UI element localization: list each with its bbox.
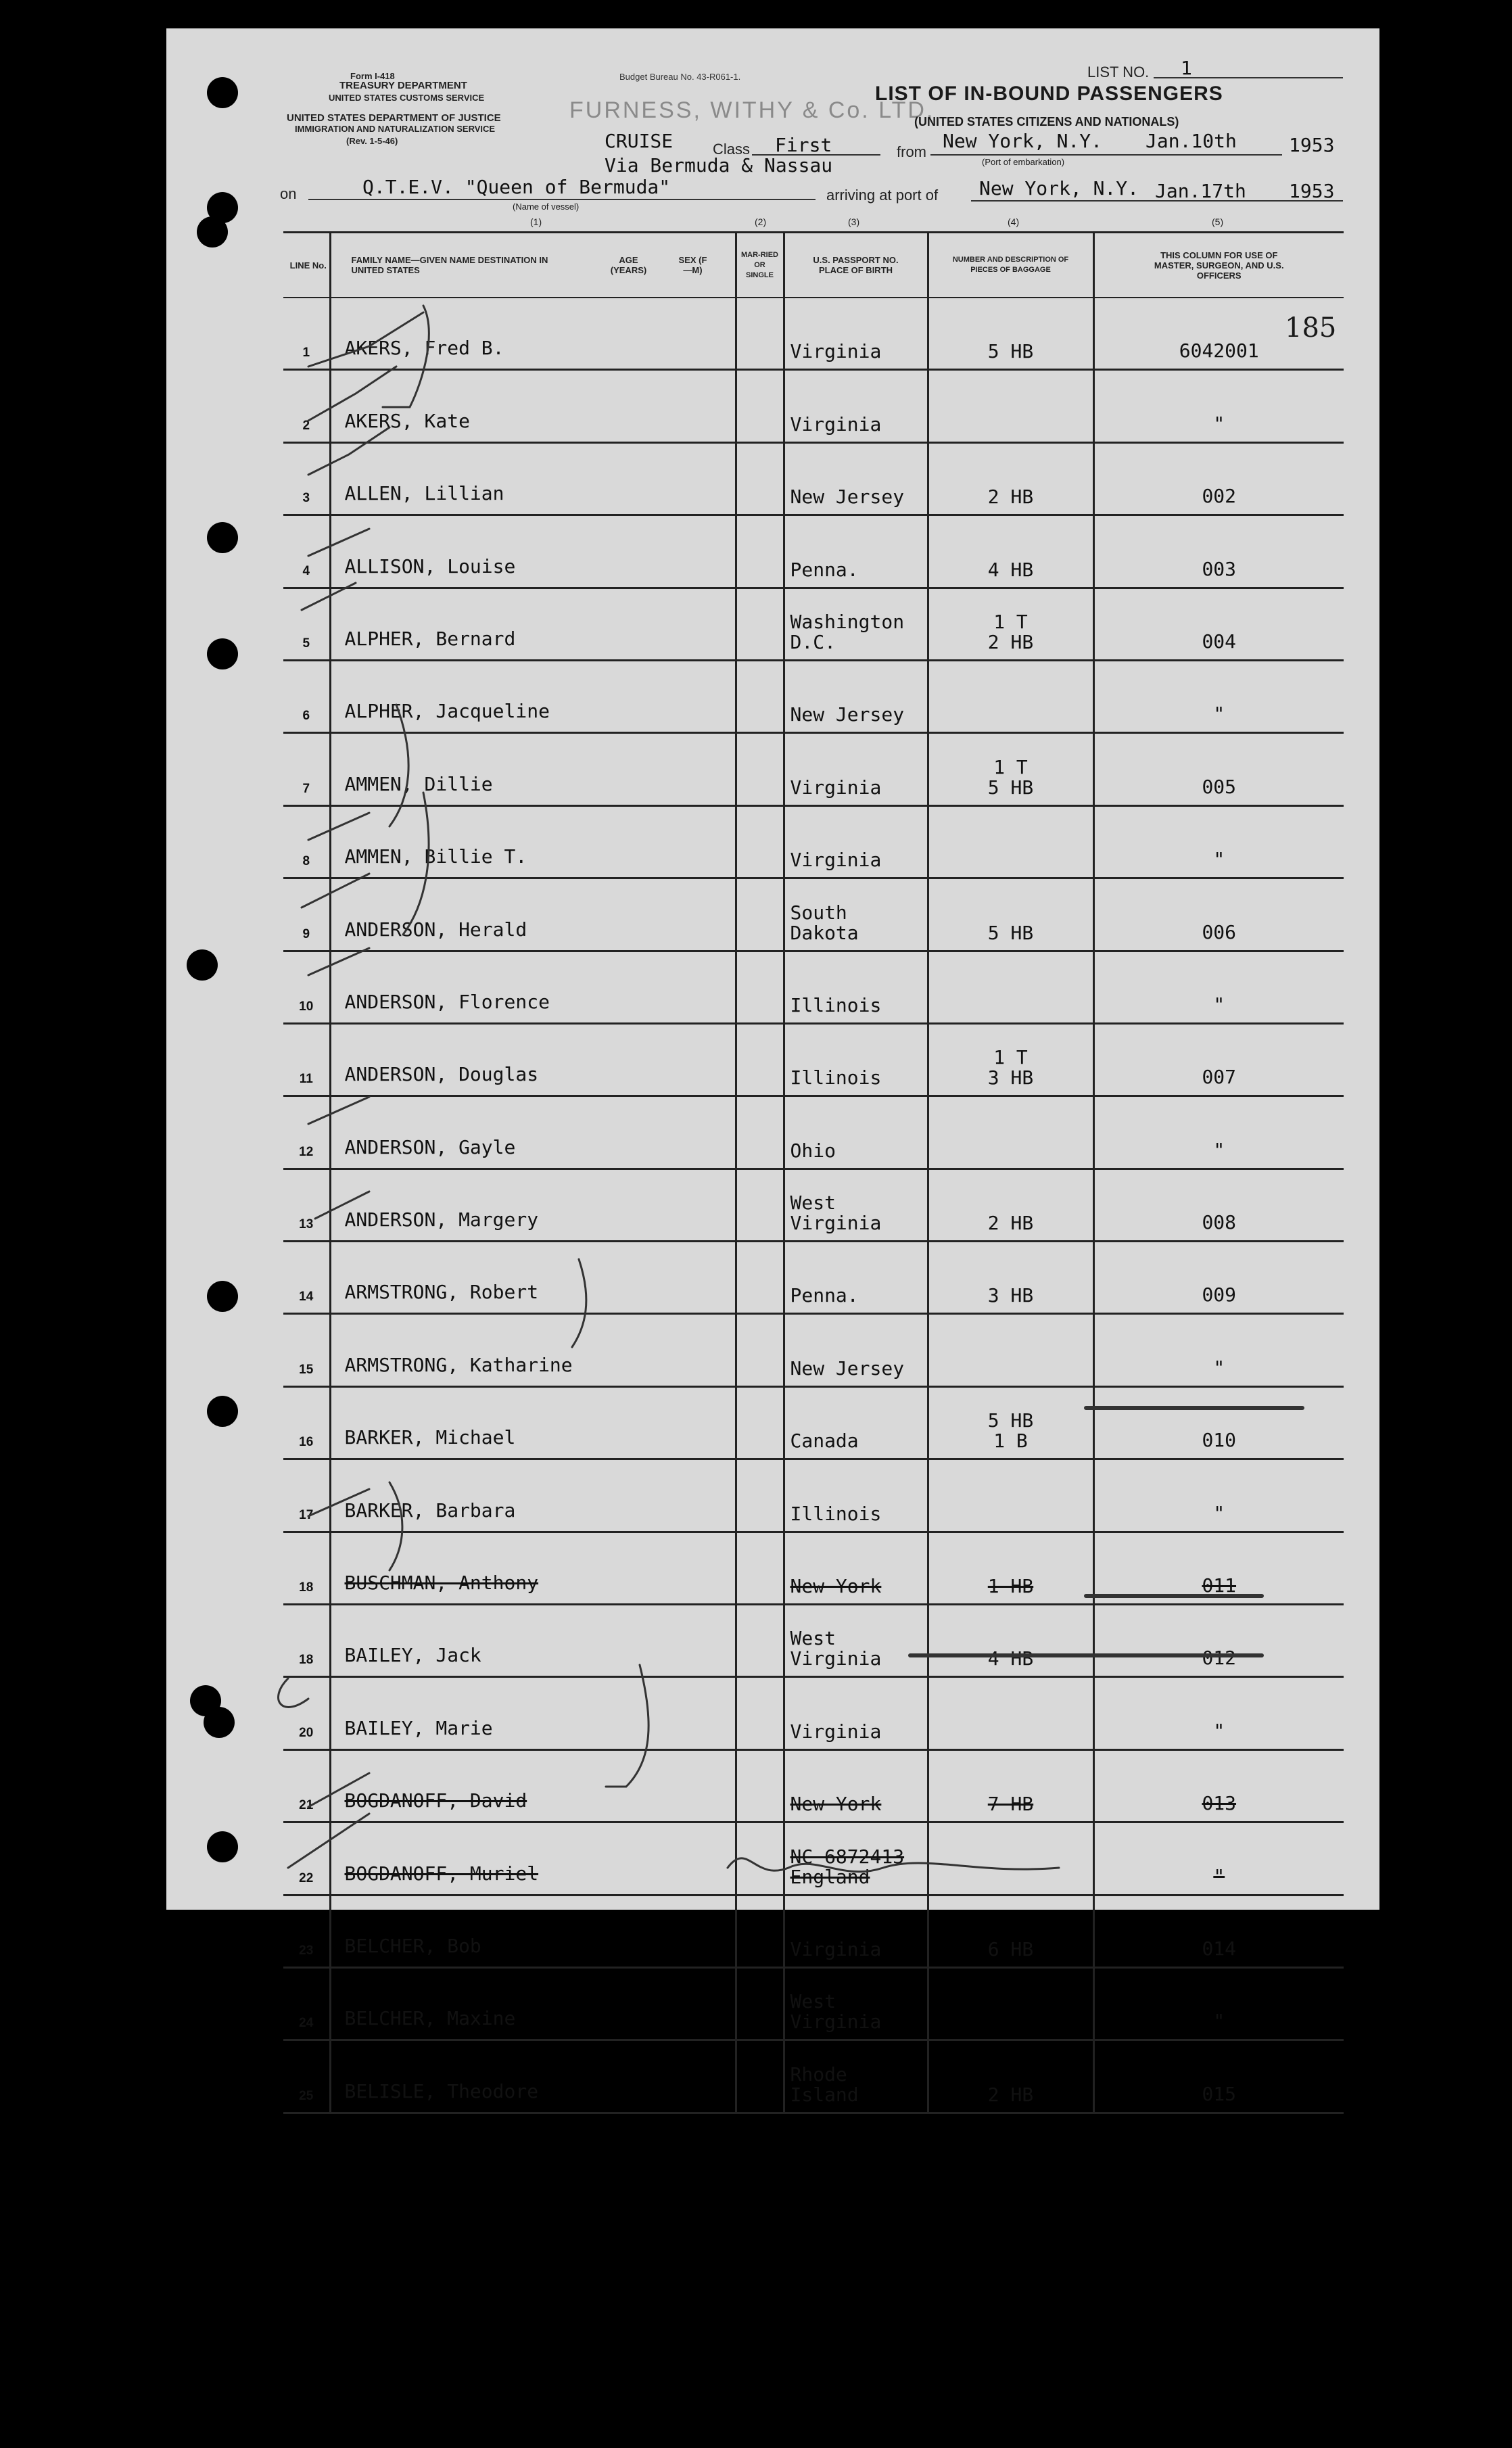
class-label: Class [713,141,751,158]
officer-note: " [1093,1822,1344,1895]
line-number: 6 [283,660,330,732]
baggage-count: 1 T 2 HB [928,588,1093,660]
line-number: 22 [283,1822,330,1895]
passenger-name: ALLEN, Lillian [330,442,736,515]
place-of-birth: Virginia [784,298,928,370]
marital-status [736,1822,784,1895]
punch-hole [197,216,228,248]
officer-note: " [1093,951,1344,1023]
place-of-birth: New Jersey [784,660,928,732]
punch-hole [207,1281,238,1312]
passenger-name: ANDERSON, Herald [330,878,736,951]
passenger-name: ARMSTRONG, Robert [330,1242,736,1314]
place-of-birth: New Jersey [784,1314,928,1386]
place-of-birth: NC 6872413 England [784,1822,928,1895]
arrival-year: 1953 [1289,180,1335,202]
place-of-birth: Illinois [784,951,928,1023]
shipping-line-stamp: FURNESS, WITHY & Co. LTD. [569,97,935,123]
class-value: First [775,134,832,156]
marital-status [736,660,784,732]
baggage-count: 2 HB [928,442,1093,515]
baggage-count: 5 HB [928,878,1093,951]
baggage-count [928,1459,1093,1532]
passenger-name: ALPHER, Jacqueline [330,660,736,732]
cruise-label: CRUISE [605,130,674,152]
on-label: on [280,185,297,202]
marital-status [736,1895,784,1967]
table-row [283,298,1344,370]
officer-note: " [1093,1677,1344,1749]
marital-status [736,1749,784,1822]
table-row [283,1096,1344,1169]
officer-note: 015 [1093,2040,1344,2113]
table-row [283,2040,1344,2113]
table-row [283,660,1344,732]
table-row [283,1459,1344,1532]
place-of-birth: Virginia [784,805,928,878]
line-number: 18 [283,1605,330,1677]
table-row [283,588,1344,660]
line-number: 17 [283,1459,330,1532]
passenger-name: BOGDANOFF, David [330,1749,736,1822]
vessel-note: (Name of vessel) [513,202,580,212]
baggage-count: 5 HB 1 B [928,1386,1093,1459]
header-sex-label: SEX (F—M) [678,255,707,275]
line-number: 3 [283,442,330,515]
place-of-birth: Virginia [784,1677,928,1749]
list-no-label: LIST NO. [1087,64,1150,80]
header-married: MAR-RIED OR SINGLE [736,233,784,298]
officer-note: 012 [1093,1605,1344,1677]
baggage-count [928,951,1093,1023]
table-row [283,951,1344,1023]
table-row [283,442,1344,515]
passenger-name: BOGDANOFF, Muriel [330,1822,736,1895]
baggage-count: 1 T 5 HB [928,733,1093,805]
baggage-count: 7 HB [928,1749,1093,1822]
line-number: 2 [283,370,330,442]
marital-status [736,1967,784,2040]
place-of-birth: South Dakota [784,878,928,951]
baggage-count [928,1096,1093,1169]
baggage-count [928,805,1093,878]
table-row [283,1242,1344,1314]
table-row [283,805,1344,878]
manifest-subtitle: (UNITED STATES CITIZENS AND NATIONALS) [914,115,1179,128]
from-rule [930,154,1282,156]
line-number: 9 [283,878,330,951]
from-port: New York, N.Y. [943,130,1103,152]
revision-note: (Rev. 1-5-46) [346,136,398,146]
passenger-name: BARKER, Michael [330,1386,736,1459]
line-number: 5 [283,588,330,660]
vessel-name: Q.T.E.V. "Queen of Bermuda" [362,176,671,198]
officer-note: 002 [1093,442,1344,515]
marital-status [736,1096,784,1169]
marital-status [736,1314,784,1386]
from-year: 1953 [1289,134,1335,156]
passenger-table [283,231,1344,2114]
officer-note: 6042001 [1093,298,1344,370]
line-number: 4 [283,515,330,588]
line-number: 16 [283,1386,330,1459]
place-of-birth: Virginia [784,370,928,442]
line-number: 13 [283,1169,330,1241]
place-of-birth: Ohio [784,1096,928,1169]
place-of-birth: New Jersey [784,442,928,515]
line-number: 15 [283,1314,330,1386]
passenger-name: ANDERSON, Margery [330,1169,736,1241]
marital-status [736,442,784,515]
punch-hole [204,1707,235,1738]
place-of-birth: Penna. [784,515,928,588]
line-number: 25 [283,2040,330,2113]
punch-hole [187,949,218,981]
baggage-count: 5 HB [928,298,1093,370]
place-of-birth: Penna. [784,1242,928,1314]
table-row [283,370,1344,442]
marital-status [736,1677,784,1749]
col-number-1: (1) [530,216,542,227]
line-number: 20 [283,1677,330,1749]
line-number: 24 [283,1967,330,2040]
line-number: 8 [283,805,330,878]
officer-note: 004 [1093,588,1344,660]
passenger-name: AKERS, Fred B. [330,298,736,370]
marital-status [736,733,784,805]
marital-status [736,1386,784,1459]
place-of-birth: Illinois [784,1023,928,1096]
port-embark-note: (Port of embarkation) [982,157,1065,167]
table-row [283,733,1344,805]
immigration-service: IMMIGRATION AND NATURALIZATION SERVICE [295,124,496,134]
marital-status [736,1459,784,1532]
place-of-birth: West Virginia [784,1169,928,1241]
marital-status [736,1532,784,1604]
officer-note: 008 [1093,1169,1344,1241]
line-number: 21 [283,1749,330,1822]
baggage-count: 6 HB [928,1895,1093,1967]
line-number: 23 [283,1895,330,1967]
arrival-date: Jan.17th [1155,180,1246,202]
place-of-birth: New York [784,1749,928,1822]
line-number: 12 [283,1096,330,1169]
marital-status [736,951,784,1023]
baggage-count [928,370,1093,442]
baggage-count [928,1967,1093,2040]
via-route: Via Bermuda & Nassau [605,154,833,176]
marital-status [736,515,784,588]
officer-note: 011 [1093,1532,1344,1604]
passenger-name: BARKER, Barbara [330,1459,736,1532]
passenger-name: ANDERSON, Florence [330,951,736,1023]
header-age-label: AGE (YEARS) [610,255,647,275]
place-of-birth: West Virginia [784,1967,928,2040]
baggage-count: 4 HB [928,515,1093,588]
marital-status [736,298,784,370]
marital-status [736,1242,784,1314]
line-number: 10 [283,951,330,1023]
marital-status [736,588,784,660]
punch-hole [207,1831,238,1862]
line-number: 7 [283,733,330,805]
header-passport: U.S. PASSPORT NO. PLACE OF BIRTH [784,233,928,298]
line-number: 11 [283,1023,330,1096]
list-no-value: 1 [1181,57,1192,79]
arriving-label: arriving at port of [826,187,939,204]
officer-note: " [1093,370,1344,442]
officer-note: " [1093,1096,1344,1169]
officer-note: 007 [1093,1023,1344,1096]
baggage-count [928,1822,1093,1895]
passenger-name: BAILEY, Marie [330,1677,736,1749]
officer-note: " [1093,805,1344,878]
officer-note: " [1093,1314,1344,1386]
table-row [283,1314,1344,1386]
passenger-rows [283,298,1344,2113]
table-row [283,1532,1344,1604]
marital-status [736,878,784,951]
header-name-label: FAMILY NAME—GIVEN NAME DESTINATION IN UNITED STATES [351,255,548,275]
officer-note: 006 [1093,878,1344,951]
place-of-birth: Illinois [784,1459,928,1532]
col-number-3: (3) [848,216,860,227]
passenger-name: AKERS, Kate [330,370,736,442]
table-row [283,1677,1344,1749]
baggage-count: 2 HB [928,2040,1093,2113]
passenger-name: BELCHER, Maxine [330,1967,736,2040]
table-row [283,1169,1344,1241]
officer-note: 010 [1093,1386,1344,1459]
baggage-count [928,1677,1093,1749]
justice-dept: UNITED STATES DEPARTMENT OF JUSTICE [287,112,501,124]
officer-note: " [1093,1967,1344,2040]
header-line-no: LINE No. [283,233,330,298]
table-row [283,515,1344,588]
line-number: 1 [283,298,330,370]
table-row [283,1605,1344,1677]
officer-note: 009 [1093,1242,1344,1314]
punch-hole [207,1396,238,1427]
passenger-name: ARMSTRONG, Katharine [330,1314,736,1386]
punch-hole [207,522,238,553]
line-number: 18 [283,1532,330,1604]
table-row [283,1967,1344,2040]
table-row [283,878,1344,951]
customs-service: UNITED STATES CUSTOMS SERVICE [329,93,485,103]
list-no-rule [1154,77,1343,78]
header-baggage: NUMBER AND DESCRIPTION OF PIECES OF BAGGAGE [928,233,1093,298]
passenger-name: ANDERSON, Douglas [330,1023,736,1096]
table-row [283,1386,1344,1459]
col-number-5: (5) [1212,216,1224,227]
baggage-count: 2 HB [928,1169,1093,1241]
officer-note: 013 [1093,1749,1344,1822]
baggage-count: 1 T 3 HB [928,1023,1093,1096]
passenger-name: BAILEY, Jack [330,1605,736,1677]
table-row [283,1749,1344,1822]
officer-note: " [1093,1459,1344,1532]
baggage-count: 1 HB [928,1532,1093,1604]
passenger-name: BUSCHMAN, Anthony [330,1532,736,1604]
passenger-name: ALPHER, Bernard [330,588,736,660]
passenger-name: AMMEN, Dillie [330,733,736,805]
budget-bureau-note: Budget Bureau No. 43-R061-1. [619,72,741,82]
marital-status [736,1169,784,1241]
line-number: 14 [283,1242,330,1314]
marital-status [736,1023,784,1096]
place-of-birth: Virginia [784,1895,928,1967]
table-row [283,1895,1344,1967]
officer-note: 014 [1093,1895,1344,1967]
place-of-birth: Rhode Island [784,2040,928,2113]
baggage-count: 3 HB [928,1242,1093,1314]
passenger-name: BELISLE, Theodore [330,2040,736,2113]
marital-status [736,2040,784,2113]
baggage-count [928,660,1093,732]
table-row [283,1822,1344,1895]
manifest-page [166,28,1379,2106]
place-of-birth: New York [784,1532,928,1604]
header-name [330,233,736,298]
passenger-name: ANDERSON, Gayle [330,1096,736,1169]
officer-note: 005 [1093,733,1344,805]
vessel-rule [308,199,816,200]
place-of-birth: West Virginia [784,1605,928,1677]
col-number-4: (4) [1008,216,1020,227]
table-header-row [283,233,1344,298]
arrival-rule [971,200,1343,202]
place-of-birth: Canada [784,1386,928,1459]
header-officers: THIS COLUMN FOR USE OF MASTER, SURGEON, AND U.S. OFFICERS [1093,233,1344,298]
place-of-birth: Virginia [784,733,928,805]
baggage-count: 4 HB [928,1605,1093,1677]
arrival-port: New York, N.Y. [979,177,1139,199]
baggage-count [928,1314,1093,1386]
form-number: Form I-418 [350,71,395,81]
passenger-name: BELCHER, Bob [330,1895,736,1967]
manifest-title: LIST OF IN-BOUND PASSENGERS [875,83,1223,105]
col-number-2: (2) [755,216,767,227]
officer-note: " [1093,660,1344,732]
table-row [283,1023,1344,1096]
punch-hole [207,638,238,669]
officer-note: 003 [1093,515,1344,588]
from-label: from [897,143,926,160]
marital-status [736,805,784,878]
marital-status [736,1605,784,1677]
place-of-birth: Washington D.C. [784,588,928,660]
marital-status [736,370,784,442]
treasury-dept: TREASURY DEPARTMENT [339,80,467,91]
page-stamp: 185 [1285,312,1337,344]
passenger-name: ALLISON, Louise [330,515,736,588]
from-date: Jan.10th [1145,130,1237,152]
passenger-name: AMMEN, Billie T. [330,805,736,878]
punch-hole [207,77,238,108]
